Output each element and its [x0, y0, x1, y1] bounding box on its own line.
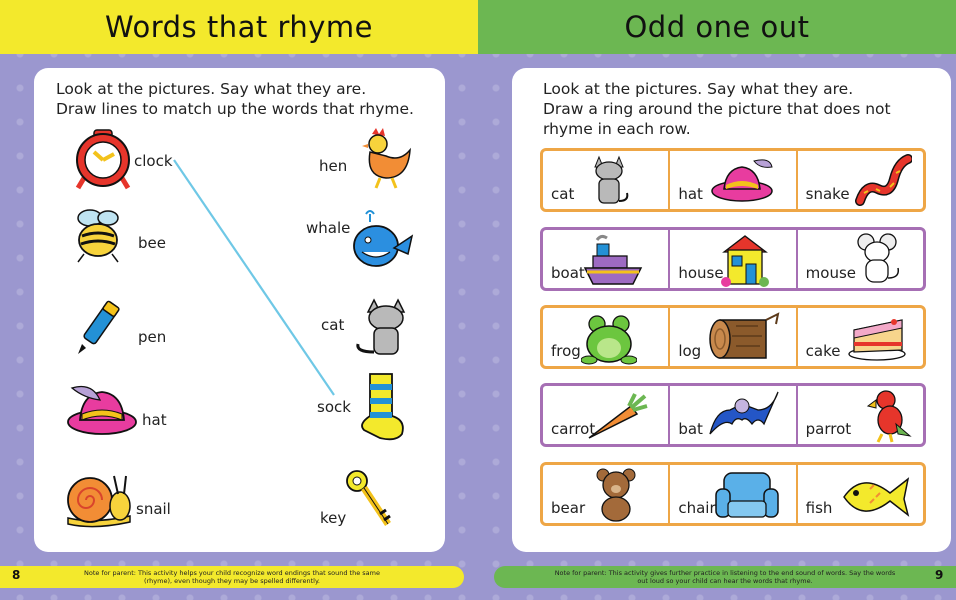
- odd-one-out-panel: [512, 68, 951, 552]
- instruction-line: rhyme in each row.: [543, 120, 691, 138]
- parrot-icon: [866, 388, 912, 444]
- word-snake: snake: [805, 185, 850, 203]
- odd-one-out-row: [540, 148, 926, 212]
- rhyme-activity-panel: [34, 68, 445, 552]
- hat-icon: [64, 380, 140, 438]
- word-hat: hat: [142, 411, 167, 429]
- word-whale: whale: [306, 219, 351, 237]
- word-frog: frog: [551, 342, 581, 360]
- whale-icon: [350, 208, 416, 270]
- odd-one-out-row: [540, 305, 926, 369]
- picture-cell[interactable]: [543, 151, 670, 209]
- instruction-line: Look at the pictures. Say what they are.: [543, 80, 854, 98]
- left-parent-note: Note for parent: This activity helps your child recognize word endings that sound the same (rhyme), even though they may be spelled differently.: [0, 566, 464, 588]
- word-bat: bat: [678, 420, 703, 438]
- instruction-line: Draw lines to match up the words that rhyme.: [56, 100, 414, 118]
- hat-icon: [710, 157, 776, 203]
- word-pen: pen: [138, 328, 167, 346]
- odd-one-out-row: [540, 462, 926, 526]
- word-bear: bear: [551, 499, 586, 517]
- word-cat: cat: [321, 316, 345, 334]
- frog-icon: [581, 312, 637, 366]
- bee-icon: [68, 206, 128, 266]
- picture-cell[interactable]: [543, 230, 670, 288]
- word-boat: boat: [551, 264, 585, 282]
- word-mouse: mouse: [805, 264, 856, 282]
- word-carrot: carrot: [551, 420, 596, 438]
- cake-icon: [846, 316, 908, 362]
- picture-cell[interactable]: [798, 386, 923, 444]
- word-sock: sock: [317, 398, 351, 416]
- log-icon: [706, 312, 782, 366]
- left-page-title: Words that rhyme: [104, 10, 374, 44]
- right-page-title: Odd one out: [624, 10, 810, 44]
- odd-one-out-row: [540, 383, 926, 447]
- instruction-line: Draw a ring around the picture that does not: [543, 100, 891, 118]
- picture-cell[interactable]: [670, 465, 797, 523]
- left-page-header: [0, 0, 478, 54]
- key-icon: [344, 468, 394, 534]
- mouse-icon: [854, 232, 900, 286]
- picture-cell[interactable]: [670, 151, 797, 209]
- instruction-line: Look at the pictures. Say what they are.: [56, 80, 367, 98]
- clock-icon: [72, 128, 134, 190]
- picture-cell[interactable]: [543, 465, 670, 523]
- odd-one-out-row: [540, 227, 926, 291]
- word-bee: bee: [138, 234, 166, 252]
- odd-one-out-instructions: [543, 79, 891, 139]
- picture-cell[interactable]: [670, 230, 797, 288]
- boat-icon: [583, 234, 645, 288]
- sock-icon: [356, 370, 408, 444]
- word-fish: fish: [805, 499, 833, 517]
- picture-cell[interactable]: [670, 386, 797, 444]
- word-house: house: [678, 264, 724, 282]
- word-hat: hat: [678, 185, 703, 203]
- house-icon: [720, 232, 770, 288]
- word-chair: chair: [678, 499, 716, 517]
- hen-icon: [360, 126, 416, 192]
- picture-cell[interactable]: [798, 151, 923, 209]
- picture-cell[interactable]: [543, 308, 670, 366]
- right-parent-note: Note for parent: This activity gives further practice in listening to the end sound of words. Say the words out loud so your child can hear the words that rhyme.: [494, 566, 956, 588]
- picture-cell[interactable]: [543, 386, 670, 444]
- word-hen: hen: [319, 157, 348, 175]
- cat-icon: [354, 294, 414, 358]
- right-page-number: 9: [935, 568, 944, 582]
- picture-cell[interactable]: [670, 308, 797, 366]
- cat-icon: [589, 155, 629, 207]
- left-page-number: 8: [12, 568, 21, 582]
- word-parrot: parrot: [805, 420, 852, 438]
- bear-icon: [593, 467, 639, 523]
- word-cake: cake: [805, 342, 841, 360]
- picture-cell[interactable]: [798, 308, 923, 366]
- word-log: log: [678, 342, 702, 360]
- snail-icon: [64, 468, 136, 530]
- word-key: key: [320, 509, 347, 527]
- chair-icon: [714, 469, 780, 523]
- right-page-header: [478, 0, 956, 54]
- word-clock: clock: [134, 152, 173, 170]
- pen-icon: [72, 296, 128, 358]
- bat-icon: [706, 390, 782, 442]
- word-cat: cat: [551, 185, 575, 203]
- snake-icon: [854, 153, 912, 207]
- word-snail: snail: [136, 500, 171, 518]
- picture-cell[interactable]: [798, 230, 923, 288]
- fish-icon: [840, 471, 912, 521]
- picture-cell[interactable]: [798, 465, 923, 523]
